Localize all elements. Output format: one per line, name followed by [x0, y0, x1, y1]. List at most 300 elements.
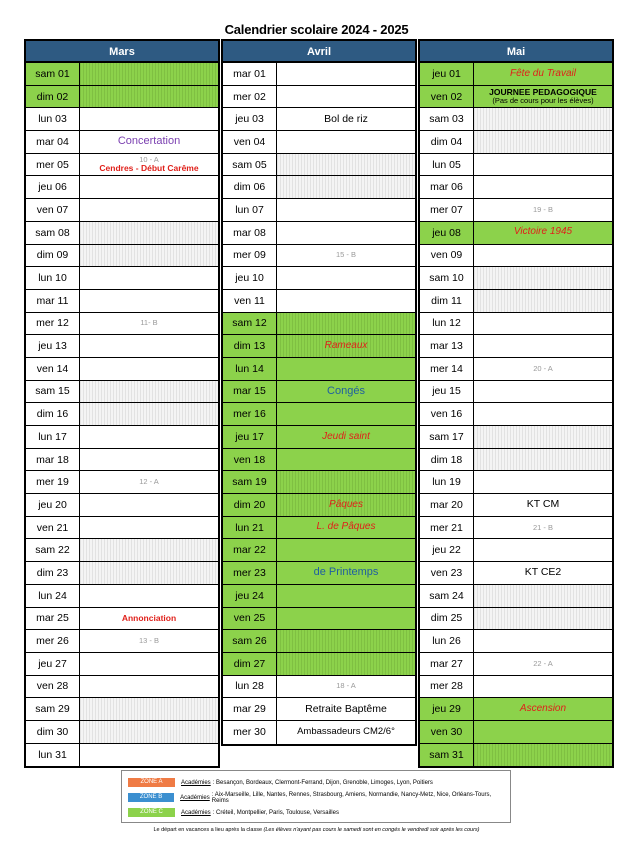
day-label: sam 01	[26, 63, 80, 85]
event-text: Victoire 1945	[513, 226, 573, 238]
day-row	[223, 176, 415, 199]
event-text: Pâques	[329, 498, 363, 510]
day-label: jeu 15	[420, 381, 474, 403]
event-cell	[474, 313, 612, 335]
day-row	[420, 176, 612, 199]
event-cell	[80, 86, 218, 108]
day-label: ven 23	[420, 562, 474, 584]
legend-row-zone-b	[128, 790, 504, 805]
day-row	[26, 744, 218, 767]
event-cell	[474, 222, 612, 244]
event-cell	[80, 154, 218, 176]
event-cell	[474, 744, 612, 767]
day-label: lun 05	[420, 154, 474, 176]
event-cell	[474, 562, 612, 584]
day-row	[223, 585, 415, 608]
day-row	[223, 721, 415, 744]
zone-a-badge: ZONE A	[128, 778, 175, 787]
event-cell	[474, 199, 612, 221]
day-row	[223, 494, 415, 517]
event-cell	[277, 494, 415, 516]
day-row	[223, 471, 415, 494]
event-cell	[80, 358, 218, 380]
day-label: dim 25	[420, 608, 474, 630]
day-label: mar 15	[223, 381, 277, 403]
event-cell	[277, 63, 415, 85]
day-row	[420, 426, 612, 449]
day-label: lun 24	[26, 585, 80, 607]
event-text: L. de Pâques	[316, 521, 376, 533]
event-cell	[474, 494, 612, 516]
zone-c-badge: ZONE C	[128, 808, 175, 817]
event-cell	[277, 108, 415, 130]
day-label: mar 11	[26, 290, 80, 312]
day-label: jeu 01	[420, 63, 474, 85]
day-label: mer 26	[26, 630, 80, 652]
day-label: mar 04	[26, 131, 80, 153]
day-label: mar 25	[26, 608, 80, 630]
event-cell	[474, 245, 612, 267]
day-label: jeu 08	[420, 222, 474, 244]
event-cell	[474, 108, 612, 130]
event-cell	[474, 608, 612, 630]
event-cell	[277, 449, 415, 471]
month-column-mars	[24, 39, 220, 768]
event-cell	[80, 653, 218, 675]
event-cell	[80, 494, 218, 516]
event-cell	[474, 676, 612, 698]
zone-b-badge: ZONE B	[128, 793, 174, 802]
day-label: sam 24	[420, 585, 474, 607]
day-row	[223, 358, 415, 381]
day-label: mer 30	[223, 721, 277, 744]
event-cell	[474, 517, 612, 539]
event-cell	[80, 267, 218, 289]
day-label: sam 03	[420, 108, 474, 130]
day-label: dim 23	[26, 562, 80, 584]
day-label: ven 09	[420, 245, 474, 267]
event-cell	[277, 222, 415, 244]
event-cell	[474, 698, 612, 720]
event-cell	[80, 290, 218, 312]
day-row	[420, 335, 612, 358]
event-cell	[80, 698, 218, 720]
day-row	[223, 131, 415, 154]
day-row	[420, 539, 612, 562]
event-cell	[277, 608, 415, 630]
day-label: sam 26	[223, 630, 277, 652]
page-title: Calendrier scolaire 2024 - 2025	[224, 22, 409, 37]
event-cell	[80, 63, 218, 85]
day-label: dim 30	[26, 721, 80, 743]
event-cell	[277, 199, 415, 221]
day-row	[26, 403, 218, 426]
day-label: sam 31	[420, 744, 474, 767]
event-cell	[277, 562, 415, 584]
event-cell	[277, 403, 415, 425]
day-label: dim 18	[420, 449, 474, 471]
event-text: 19 - B	[532, 205, 553, 215]
day-label: sam 22	[26, 539, 80, 561]
day-label: sam 15	[26, 381, 80, 403]
day-row	[26, 381, 218, 404]
day-row	[223, 608, 415, 631]
event-cell	[474, 403, 612, 425]
event-cell	[277, 653, 415, 675]
day-label: dim 04	[420, 131, 474, 153]
event-cell	[277, 471, 415, 493]
event-cell	[80, 449, 218, 471]
event-cell	[277, 154, 415, 176]
legend-label: Académies	[180, 794, 210, 801]
day-row	[420, 358, 612, 381]
day-row	[26, 653, 218, 676]
event-cell	[80, 381, 218, 403]
day-label: ven 16	[420, 403, 474, 425]
event-cell	[80, 176, 218, 198]
month-header: Avril	[223, 41, 415, 63]
event-cell	[474, 653, 612, 675]
day-row	[223, 245, 415, 268]
event-cell	[80, 744, 218, 767]
day-row	[26, 608, 218, 631]
day-label: mer 07	[420, 199, 474, 221]
event-cell	[474, 86, 612, 108]
event-text: 12 - A	[139, 477, 159, 487]
zones-legend	[121, 770, 511, 823]
day-label: jeu 17	[223, 426, 277, 448]
day-label: sam 05	[223, 154, 277, 176]
day-row	[223, 517, 415, 540]
event-cell	[277, 176, 415, 198]
day-row	[26, 176, 218, 199]
event-cell	[474, 585, 612, 607]
day-row	[26, 245, 218, 268]
day-row	[420, 131, 612, 154]
day-row	[420, 562, 612, 585]
event-text: Retraite Baptême	[305, 702, 387, 715]
day-row	[420, 721, 612, 744]
event-text: 15 - B	[335, 250, 356, 260]
day-row	[420, 698, 612, 721]
day-label: ven 04	[223, 131, 277, 153]
event-cell	[277, 86, 415, 108]
event-text: KT CM	[526, 498, 560, 511]
event-cell	[277, 131, 415, 153]
event-cell	[474, 154, 612, 176]
month-header: Mars	[26, 41, 218, 63]
event-cell	[80, 131, 218, 153]
day-label: mar 18	[26, 449, 80, 471]
legend-academies: : Besançon, Bordeaux, Clermont-Ferrand, Dijon, Grenoble, Limoges, Lyon, Poitiers	[212, 779, 433, 786]
footnote	[0, 827, 633, 833]
day-label: jeu 20	[26, 494, 80, 516]
day-label: lun 07	[223, 199, 277, 221]
event-cell	[80, 471, 218, 493]
footnote-italic: (Les élèves n'ayant pas cours le samedi sont en congés le vendredi soir après les cours)	[263, 827, 480, 833]
event-cell	[474, 721, 612, 743]
day-row	[26, 585, 218, 608]
event-subtext: Cendres - Début Carême	[99, 163, 199, 174]
day-label: sam 10	[420, 267, 474, 289]
day-row	[223, 267, 415, 290]
event-text: 11- B	[140, 318, 158, 328]
day-label: lun 28	[223, 676, 277, 698]
day-row	[223, 403, 415, 426]
legend-row-zone-c	[128, 805, 504, 820]
event-text: 20 - A	[533, 363, 553, 373]
day-row	[26, 222, 218, 245]
day-row	[420, 494, 612, 517]
day-row	[420, 267, 612, 290]
day-row	[420, 381, 612, 404]
day-label: mer 02	[223, 86, 277, 108]
event-cell	[80, 608, 218, 630]
day-label: dim 09	[26, 245, 80, 267]
day-row	[223, 154, 415, 177]
day-label: sam 17	[420, 426, 474, 448]
event-cell	[474, 290, 612, 312]
day-label: mer 21	[420, 517, 474, 539]
day-row	[223, 539, 415, 562]
day-row	[223, 108, 415, 131]
day-label: sam 12	[223, 313, 277, 335]
day-row	[420, 63, 612, 86]
event-text: Rameaux	[324, 339, 368, 351]
event-cell	[80, 403, 218, 425]
day-row	[223, 313, 415, 336]
day-label: mer 16	[223, 403, 277, 425]
event-cell	[80, 313, 218, 335]
day-row	[26, 154, 218, 177]
event-cell	[80, 562, 218, 584]
day-rows	[223, 63, 415, 744]
event-cell	[277, 335, 415, 357]
day-row	[420, 517, 612, 540]
event-cell	[80, 199, 218, 221]
footnote-main: Le départ en vacances a lieu après la classe	[153, 827, 263, 833]
event-cell	[277, 517, 415, 539]
day-label: jeu 03	[223, 108, 277, 130]
event-text: Ambassadeurs CM2/6°	[297, 726, 395, 738]
day-row	[223, 562, 415, 585]
month-column-mai	[418, 39, 614, 768]
day-row	[223, 63, 415, 86]
event-text: Bol de riz	[324, 112, 368, 125]
day-label: jeu 13	[26, 335, 80, 357]
event-text: 22 - A	[533, 658, 553, 668]
event-cell	[277, 245, 415, 267]
day-row	[420, 471, 612, 494]
event-cell	[80, 222, 218, 244]
day-label: ven 14	[26, 358, 80, 380]
day-label: mar 20	[420, 494, 474, 516]
event-cell	[474, 267, 612, 289]
day-row	[26, 449, 218, 472]
event-cell	[277, 698, 415, 720]
day-label: lun 26	[420, 630, 474, 652]
day-label: jeu 10	[223, 267, 277, 289]
day-row	[26, 562, 218, 585]
event-cell	[80, 585, 218, 607]
day-row	[420, 290, 612, 313]
day-row	[420, 585, 612, 608]
event-cell	[277, 358, 415, 380]
day-row	[26, 267, 218, 290]
event-cell	[474, 131, 612, 153]
day-row	[420, 403, 612, 426]
day-label: dim 16	[26, 403, 80, 425]
day-label: lun 12	[420, 313, 474, 335]
day-label: lun 14	[223, 358, 277, 380]
day-label: lun 10	[26, 267, 80, 289]
day-row	[26, 676, 218, 699]
day-row	[26, 630, 218, 653]
day-row	[26, 494, 218, 517]
legend-label: Académies	[181, 779, 211, 786]
day-row	[420, 653, 612, 676]
event-cell	[277, 267, 415, 289]
day-label: ven 30	[420, 721, 474, 743]
day-row	[420, 154, 612, 177]
day-label: lun 17	[26, 426, 80, 448]
event-cell	[277, 290, 415, 312]
event-cell	[277, 539, 415, 561]
day-label: dim 20	[223, 494, 277, 516]
day-row	[223, 290, 415, 313]
event-cell	[80, 539, 218, 561]
event-cell	[474, 449, 612, 471]
day-label: lun 21	[223, 517, 277, 539]
day-label: mer 28	[420, 676, 474, 698]
day-row	[223, 630, 415, 653]
day-row	[26, 86, 218, 109]
day-label: mer 19	[26, 471, 80, 493]
event-cell	[277, 313, 415, 335]
event-text: Ascension	[519, 702, 567, 714]
event-cell	[80, 426, 218, 448]
day-label: lun 19	[420, 471, 474, 493]
event-text: Annonciation	[121, 612, 177, 623]
day-row	[420, 313, 612, 336]
day-row	[420, 630, 612, 653]
event-text: Congés	[327, 384, 365, 397]
day-row	[420, 86, 612, 109]
day-row	[26, 517, 218, 540]
day-row	[223, 676, 415, 699]
day-label: mer 14	[420, 358, 474, 380]
day-label: mar 27	[420, 653, 474, 675]
event-cell	[474, 471, 612, 493]
event-cell	[474, 539, 612, 561]
day-row	[26, 358, 218, 381]
day-row	[26, 698, 218, 721]
day-row	[26, 471, 218, 494]
day-label: ven 25	[223, 608, 277, 630]
day-label: dim 27	[223, 653, 277, 675]
event-cell	[80, 630, 218, 652]
day-label: dim 11	[420, 290, 474, 312]
event-cell	[474, 63, 612, 85]
day-row	[223, 335, 415, 358]
day-label: ven 07	[26, 199, 80, 221]
day-row	[223, 698, 415, 721]
day-row	[26, 199, 218, 222]
day-label: ven 21	[26, 517, 80, 539]
event-subtext: (Pas de cours pour les élèves)	[492, 96, 594, 106]
event-cell	[277, 381, 415, 403]
day-label: dim 13	[223, 335, 277, 357]
day-label: mar 08	[223, 222, 277, 244]
day-label: mer 09	[223, 245, 277, 267]
day-row	[26, 426, 218, 449]
day-label: mer 05	[26, 154, 80, 176]
day-row	[26, 63, 218, 86]
day-label: lun 31	[26, 744, 80, 767]
day-row	[26, 335, 218, 358]
event-text: 18 - A	[336, 681, 356, 691]
day-row	[420, 608, 612, 631]
event-cell	[277, 585, 415, 607]
event-text: 13 - B	[138, 636, 159, 646]
day-row	[26, 313, 218, 336]
legend-academies: : Créteil, Montpellier, Paris, Toulouse, Versailles	[212, 809, 339, 816]
legend-label: Académies	[181, 809, 211, 816]
day-label: jeu 24	[223, 585, 277, 607]
day-row	[223, 653, 415, 676]
event-cell	[474, 335, 612, 357]
month-header: Mai	[420, 41, 612, 63]
event-text: Jeudi saint	[322, 430, 370, 442]
day-row	[223, 426, 415, 449]
event-text: Fête du Travail	[510, 67, 576, 79]
day-label: mar 06	[420, 176, 474, 198]
legend-row-zone-a	[128, 775, 504, 790]
event-cell	[474, 426, 612, 448]
event-cell	[277, 721, 415, 744]
event-cell	[80, 108, 218, 130]
month-column-avril	[221, 39, 417, 746]
day-label: ven 11	[223, 290, 277, 312]
event-text: Concertation	[117, 135, 181, 148]
day-row	[420, 108, 612, 131]
event-text: 21 - B	[532, 522, 553, 532]
day-label: dim 06	[223, 176, 277, 198]
day-row	[223, 381, 415, 404]
event-cell	[474, 630, 612, 652]
day-row	[26, 721, 218, 744]
day-label: jeu 06	[26, 176, 80, 198]
day-label: ven 28	[26, 676, 80, 698]
day-label: jeu 22	[420, 539, 474, 561]
event-cell	[474, 176, 612, 198]
day-label: jeu 27	[26, 653, 80, 675]
day-row	[223, 199, 415, 222]
day-label: mar 13	[420, 335, 474, 357]
day-label: dim 02	[26, 86, 80, 108]
day-label: mar 01	[223, 63, 277, 85]
event-cell	[80, 721, 218, 743]
event-cell	[80, 676, 218, 698]
event-cell	[277, 630, 415, 652]
day-label: mer 23	[223, 562, 277, 584]
event-cell	[80, 517, 218, 539]
day-label: sam 19	[223, 471, 277, 493]
day-label: mer 12	[26, 313, 80, 335]
event-cell	[277, 676, 415, 698]
day-row	[420, 199, 612, 222]
day-row	[223, 449, 415, 472]
